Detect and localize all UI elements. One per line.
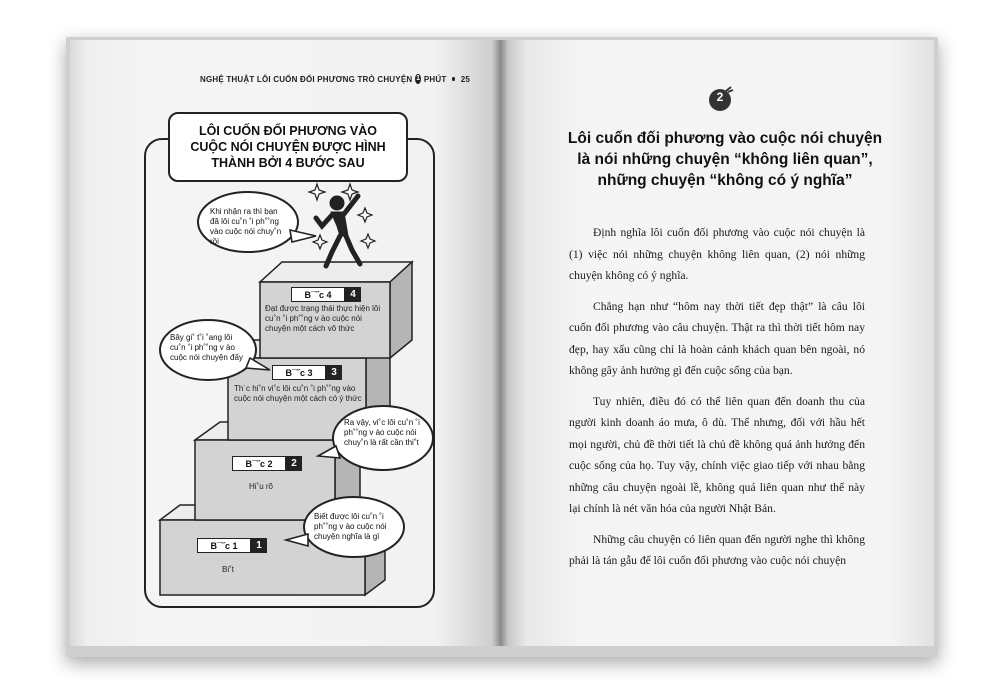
bubble-text-2: Bây gi˚ t˚i ˚ang lôi cu˚n ˚i ph˚˚ng v ào cuộc nói chuyện đấy [170, 333, 243, 362]
step-3-label [272, 365, 342, 380]
step-3-number: 3 [326, 365, 342, 380]
celebrating-person-icon [316, 196, 360, 266]
page-number: 25 [460, 74, 470, 84]
step-2-description: Hi˚u rõ [249, 482, 274, 491]
bubble-text-4: Biết được lôi cu˚n ˚i ph˚˚ng v ào cuộc nói chuyện nghĩa là gì [314, 512, 387, 541]
paragraph-2: Chẳng hạn như “hôm nay thời tiết đẹp thật” là câu lôi cuốn đối phương vào câu chuyện. Thật ra thì thời tiết hôm nay đẹp, hay xấu cũng chỉ là hoàn cảnh khách quan bên ngoài, nó không gây ảnh hưởng gì đến cuộc sống của bạn. [569, 299, 865, 377]
paragraph-3: Tuy nhiên, điều đó có thể liên quan đến doanh thu của người kinh doanh áo mưa, ô dù. Thế nhưng, đối với hầu hết mọi người, chủ đề thời tiết là chủ đề không quá ảnh hưởng đến cuộc sống của họ. Tuy vậy, chính việc giao tiếp với nhau bằng những câu chuyện ngoài lề, không quá liên quan như thế này lại chính là nét văn hóa của người Nhật Bản. [569, 394, 865, 515]
step-3-description: Th˙c hi˚n vi˚c lôi cu˚n ˚i ph˚˚ng vào cuộc nói chuyện một cách có ý thức [234, 384, 362, 403]
running-header-title: NGHỆ THUẬT LÔI CUỐN ĐỐI PHƯƠNG TRÒ CHUYỆN [200, 74, 413, 84]
paragraph-4: Những câu chuyện có liên quan đến người nghe thì không phải là tán gẫu để lôi cuốn đối phương vào cuộc nói chuyện [569, 532, 865, 567]
step-1-description: Bi˚t [222, 565, 234, 574]
infographic-title: LÔI CUỐN ĐỐI PHƯƠNG VÀO CUỘC NÓI CHUYỆN ĐƯỢC HÌNH THÀNH BỞI 4 BƯỚC SAU [168, 112, 408, 182]
step-4-description: Đạt được trạng thái thực hiện lôi cu˚n ˚i ph˚˚ng v ào cuộc nói chuyện một cách vô thức [265, 304, 381, 333]
section-heading [540, 128, 910, 191]
step-3-name: B¯˝c 3 [272, 365, 326, 380]
step-2-name: B¯˝c 2 [232, 456, 286, 471]
step-4-label [291, 287, 361, 302]
heading-line-2: là nói những chuyện “không liên quan”, [577, 151, 873, 168]
heading-line-1: Lôi cuốn đối phương vào cuộc nói chuyện [567, 130, 883, 147]
paragraph-1: Định nghĩa lôi cuốn đối phương vào cuộc nói chuyện là (1) việc nói những chuyện không liên quan, (2) nói những chuyện không có ý nghĩa. [569, 226, 865, 282]
step-4-number: 4 [345, 287, 361, 302]
chapter-number-icon: 1 [416, 75, 421, 82]
step-1-number: 1 [251, 538, 267, 553]
step-2-label [232, 456, 302, 471]
heading-line-3: những chuyện “không có ý nghĩa” [597, 172, 853, 189]
step-1-name: B¯˝c 1 [197, 538, 251, 553]
step-1-label [197, 538, 267, 553]
bubble-text-1: Khi nhận ra thì bạn đã lôi cu˚n ˚i ph˚˚ng vào cuộc nói chuy˚n rồi [210, 207, 282, 246]
chapter-badge [706, 86, 736, 112]
bubble-text-3: Ra vậy, vi˚c lôi cu˚n ˚i ph˚˚ng v ào cuộc nói chuy˚n là rất cần thi˚t [344, 418, 420, 447]
chapter-badge-number: 2 [716, 90, 724, 104]
step-2-number: 2 [286, 456, 302, 471]
body-text [569, 222, 865, 581]
running-header-suffix: PHÚT [423, 74, 447, 84]
step-4-name: B¯˝c 4 [291, 287, 345, 302]
